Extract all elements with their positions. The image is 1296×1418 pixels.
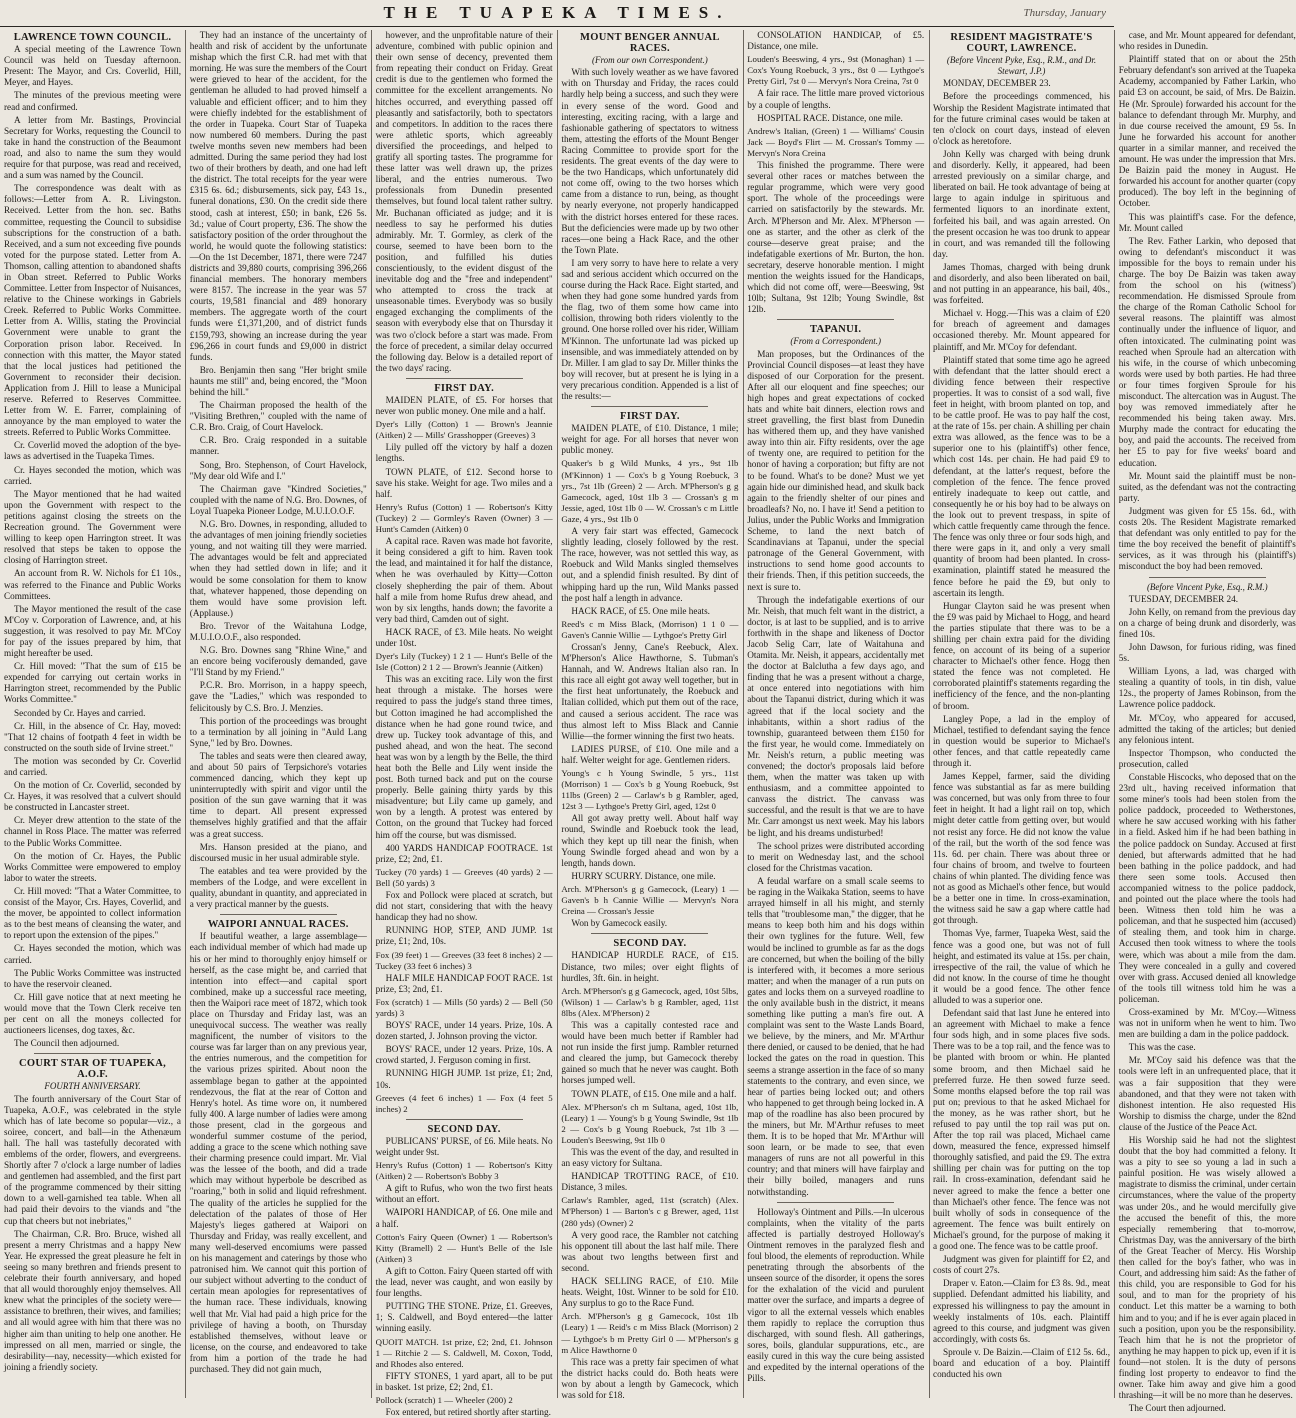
- article-paragraph: Man proposes, but the Ordinances of the Provincial Council disposes—at least they have disposed of our Corporation for the present. After all our eloquent and fine speeches; our high hopes and great expectations of cocked hats and white bait dinners, election rows and street gravelling, the first blast from Dunedin has withered them up, and they have vanished away into thin air. Fifty residents, over the age of twenty one, are required to petition for the honor of having a corporation; but fifty are not to be found. What's to be done? Must we yet again hide our diminished head, and skulk back again to the friendly shelter of our pines and broadleafs? No, no. I have it! Send a petition to Julius, under the Public Works and Immigration Scheme, to land the next batch of Scandinavians at Tapanui, under the special patronage of the General Government, with instructions to send home good accounts to their friends. Then, if this petition succeeds, the next is sure to.: [747, 348, 925, 592]
- article-paragraph: P.C.R. Bro. Morrison, in a happy speech, gave the "Ladies," which was responded to felicitously by C.S. Bro. J. Menzies.: [189, 680, 367, 713]
- race-result-entry: Arch. M'Pherson's g g Gamecock, aged, 10st 5lbs, (Wilson) 1 — Carlaw's b g Rambler, aged, 11st 8lbs (Alex. M'Pherson) 2: [561, 985, 739, 1018]
- section-separator: [406, 378, 523, 379]
- column-rule: [1114, 30, 1115, 1398]
- race-result-entry: Fox (39 feet) 1 — Greeves (33 feet 8 inches) 2 — Tuckey (33 feet 6 inches) 3: [375, 949, 553, 971]
- article-heading: SECOND DAY.: [613, 938, 687, 950]
- column-rule: [743, 30, 744, 1398]
- column: [190, 30, 367, 1398]
- article-paragraph: Langley Pope, a lad in the employ of Michael, testified to defendant saying the fence in question would be superior to Michael's other fences, and that cattle repeatedly came through it.: [933, 713, 1110, 768]
- column-rule: [371, 30, 372, 1398]
- race-result-entry: Henry's Rufus (Cotton) 1 — Robertson's Kitty (Tuckey) 2 — Gormley's Raven (Owner) 3 — Hunt's Camden (Aitken) 0: [375, 501, 553, 535]
- race-result-entry: Greeves (4 feet 6 inches) 1 — Fox (4 feet 5 inches) 2: [375, 1092, 553, 1114]
- article-paragraph: The Chairman gave "Kindred Societies," coupled with the name of N.G. Bro. Downes, of Loyal Tuapeka Pioneer Lodge, M.U.I.O.O.F.: [189, 483, 367, 516]
- article-paragraph: If beautiful weather, a large assemblage—each individual member of which had made up his or her mind to thoroughly enjoy himself or herself, as the case might be, and carried that intention into effect—and capital sport combined, make up a successful race meeting, then the Waipori race meet of 1872, which took place on Thursday and Friday last, was an unequivocal success. The weather was really magnificent, the number of visitors to the course was far larger than on any previous year, the entries numerous, and the competition for the various prizes spirited. About noon the assemblage began to gather at the appointed rendezvous, the flat at the rear of Cotton and Henry's hotel. As time wore on, it numbered fully 400. A large number of ladies were among those present, clad in the gorgeous and wonderful summer costume of the period, adding a grace to the scene which nothing save their charming presence could impart. Mr. Vial was the lessee of the booth, and did a trade which may without hyperbole be described as "roaring," both in solid and liquid refreshment. The quality of the articles he supplied for the delectation of the palates of those of Her Majesty's lieges gathered at Waipori on Thursday and Friday, was really excellent, and many well-deserved encomiums were passed on his management and caterings by those who patronised him. We cannot quit this portion of our subject without adverting to the conduct of certain mean apologies for representatives of the human race. These individuals, knowing well that Mr. Vial had paid a high price for the privilege of having a booth, on Thursday established themselves, without leave or license, on the course, and endeavored to take from him a portion of the trade he had purchased. They did not gain much,: [189, 931, 367, 1374]
- article-paragraph: Crossan's Jenny, Cane's Reebuck, Alex. M'Pherson's Alice Hawthorne, S. Tubman's Hannah, and W. Andrews Italian also ran. In this race all eight got away well together, but in the first heat unfortunately, the Roebuck and Italian collided, which put them out of the race, and caused a serious accident. The race was thus almost left to Miss Black and Cannie Willie—the former winning the first two heats.: [561, 641, 739, 741]
- article-paragraph: Cr. Hayes seconded the motion, which was carried.: [4, 943, 181, 965]
- article-paragraph: All got away pretty well. About half way round, Swindle and Roebuck took the lead, which they kept up till near the finish, when Young Swindle forged ahead and won by a length, hands down.: [561, 813, 739, 868]
- column-rule: [557, 30, 558, 1398]
- article-paragraph: TUESDAY, DECEMBER 24.: [1128, 593, 1239, 604]
- article-paragraph: The minutes of the previous meeting were read and confirmed.: [4, 90, 181, 112]
- article-subheading: (Before Vincent Pyke, Esq., R.M.): [1146, 581, 1268, 592]
- article-paragraph: Cross-examined by Mr. M'Coy.—Witness was not in uniform when he went to him. Two men are building a dam in the police paddock.: [1118, 1006, 1296, 1040]
- article-paragraph: Mrs. Hanson presided at the piano, and discoursed music in her usual admirable style.: [189, 841, 367, 863]
- race-result-entry: Arch. M'Pherson's g g Gamecock, (Leary) 1 — Gaven's b h Cannie Willie — Mervyn's Nora Creina — Crossan's Jessie: [561, 883, 739, 917]
- article-heading: RESIDENT MAGISTRATE'S COURT, LAWRENCE.: [950, 32, 1093, 55]
- article-paragraph: A gift to Cotton. Fairy Queen started off with the lead, never was caught, and won easily by four lengths.: [375, 1265, 553, 1299]
- article-paragraph: The Chairman, C.R. Bro. Bruce, wished all present a merry Christmas and a happy New Year. He expressed the great pleasure he felt in seeing so many brethren and friends present to celebrate their fourth anniversary, and hoped that all would thoroughly enjoy themselves. All knew what the principles of the society were—assistance to brethren, their wives, and families; and all would agree with him that there was no higher aim than uniting to help one another. He impressed on all men, married or single, the desirability—nay, necessity—which existed for joining a friendly society.: [4, 1228, 181, 1372]
- issue-date: Thursday, January: [1023, 7, 1106, 19]
- article-paragraph: MAIDEN PLATE, of £10. Distance, 1 mile; weight for age. For all horses that never won public money.: [561, 423, 739, 456]
- race-result-entry: Andrew's Italian, (Green) 1 — Williams' Cousin Jack — Boyd's Flirt — M. Crossan's Tommy — Mervyn's Nora Creina: [747, 125, 925, 158]
- article-paragraph: Song, Bro. Stephenson, of Court Havelock, "My dear old Wife and I.": [189, 459, 367, 481]
- article-heading: LAWRENCE TOWN COUNCIL.: [13, 32, 172, 43]
- article-paragraph: A letter from Mr. Bastings, Provincial Secretary for Works, requesting the Council to take in hand the construction of the Beaumont road, and also to name the sum they would require for that purpose, was read and received, and a sum was named by the Council.: [4, 114, 181, 181]
- section-separator: [34, 1053, 151, 1054]
- article-paragraph: Bro. Trevor of the Waitahuna Lodge, M.U.I.O.O.F., also responded.: [189, 620, 367, 642]
- article-paragraph: Mr. M'Coy, who appeared for accused, admitted the taking of the articles; but denied any felonious intent.: [1118, 712, 1296, 745]
- race-result-entry: Fox (scratch) 1 — Mills (50 yards) 2 — Bell (50 yards) 3: [375, 996, 553, 1018]
- article-paragraph: This race was a pretty fair specimen of what the district hacks could do. Both heats were won by about a length by Gamecock, which was sold for £18.: [561, 1356, 739, 1400]
- section-separator: [1149, 577, 1266, 578]
- article-paragraph: Cr. Hayes seconded the motion, which was carried.: [4, 464, 181, 486]
- article-paragraph: C.R. Bro. Craig responded in a suitable manner.: [189, 435, 367, 457]
- article-paragraph: Fox and Pollock were placed at scratch, but did not start, considering that with the heavy handicap they had no show.: [375, 890, 553, 923]
- section-separator: [591, 406, 708, 407]
- article-paragraph: however, and the unprofitable nature of their adventure, combined with public opinion and their own sense of decency, prevented them from repeating their conduct on Friday. Great credit is due to the gentlemen who formed the committee for the excellent arrangements. No hitches occurred, and everything passed off pleasantly and satisfactorily, both to spectators and competitors. In addition to the races there were athletic sports, which agreeably diversified the proceedings, and helped to gratify all sporting tastes. The programme for these latter was well drawn up, the prizes liberal, and the entries numerous. Two professionals from Dunedin presented themselves, but found local talent rather sultry. Mr. Buchanan officiated as judge; and it is needless to say he performed his duties admirably. Mr. T. Gormley, as clerk of the course, seemed to have been born to the position, and fulfilled his duties conscientiously, to the evident disgust of the inevitable dog and the "free and independent" who attempted to cross the track at unseasonable times. Everybody was so busily engaged exchanging the compliments of the season with everybody else that on Thursday it was two o'clock before a start was made. From the force of precedent, a similar delay occurred the following day. Below is a detailed report of the two days' racing.: [375, 30, 553, 373]
- article-paragraph: This was a capitally contested race and would have been much better if Rambler had not run inside the first jump. Rambler returned and cleared the jump, but Gamecock thereby gained so much that he never was caught. Both horses jumped well.: [561, 1019, 739, 1086]
- article-paragraph: The fourth anniversary of the Court Star of Tuapeka, A.O.F., was celebrated in the style which has of late become so popular—viz., a soiree, concert, and ball—in the Athenæum hall. The hall was tastefully decorated with emblems of the order, flowers, and evergreens. Shortly after 7 o'clock a large number of ladies and gentlemen had assembled, and the first part of the programme commenced by their sitting down to a well-garnished tea table. When all had paid their devoirs to the viands and "the cup that cheers but not inebriates,": [4, 1093, 181, 1226]
- race-result-entry: Henry's Rufus (Cotton) 1 — Robertson's Kitty (Aitken) 2 — Robertson's Bobby 3: [375, 1160, 553, 1182]
- article-heading: FIRST DAY.: [619, 411, 680, 423]
- article-paragraph: This was an exciting race. Lily won the first heat through a mistake. The horses were required to pass the judge's stand three times, but Cotton imagined he had accomplished the distance when he had gone round twice, and drew up. Tuckey took advantage of this, and pushed ahead, and won the heat. The second heat was won by a length by the Belle, the third heat both the Belle and Lily went inside the post. Both turned back and put on the course properly. Belle gaining thirty yards by this misadventure; but Lily came up gamely, and won by a length. A protest was entered by Cotton, on the ground that Tuckey had forced him off the course, but was dismissed.: [375, 674, 553, 840]
- race-result-entry: Tuckey (70 yards) 1 — Greeves (40 yards) 2 — Bell (50 yards) 3: [375, 866, 553, 888]
- column: [4, 30, 181, 1398]
- article-paragraph: HANDICAP HURDLE RACE, of £15. Distance, two miles; over eight flights of hurdles, 3ft. 6in. in height.: [561, 950, 739, 983]
- article-paragraph: A very good race, the Rambler not catching his opponent till about the last half mile. There was about two lengths between first and second.: [561, 1229, 739, 1273]
- article-paragraph: Defendant said that last June he entered into an agreement with Michael to make a fence four sods high, and in some places five sods. There was to be a top rail, and the fence was to be planted with broom or whin. He planted some broom, and then Michael said he preferred furze. He then sowed furze seed. Some months elapsed before the top rail was put on; previous to that he asked Michael for the money, as he was rather short, but he refused to pay until the top rail was put on. After the top rail was placed, Michael came down, measured the fence, expressed himself thoroughly satisfied, and paid the £9. The extra shilling per chain was for putting on the top rail. In cross-examination, defendant said he never agreed to make the fence a better one than Michael's other fence. The fence was not built wholly of sods in consequence of the agreement. The fence was built entirely on Michael's ground, for the purpose of making it a good one. The fence was to be cattle proof.: [933, 1008, 1110, 1252]
- article-paragraph: The motion was seconded by Cr. Coverlid and carried.: [4, 755, 181, 777]
- article-paragraph: The tables and seats were then cleared away, and about 50 pairs of Terpsichore's votaries commenced dancing, which they kept up uninterruptedly with spirit and vigor until the position of the sun gave warning that it was time to depart. All present expressed themselves highly gratified and that the affair was a great success.: [189, 750, 367, 839]
- article-paragraph: RUNNING HOP, STEP, AND JUMP. 1st prize, £1; 2nd, 10s.: [375, 925, 553, 947]
- article-paragraph: The Mayor mentioned that he had waited upon the Government with respect to the petitions against closing the streets on the Recreation ground. The Government were willing to keep open Harrington street. It was resolved that steps be taken to oppose the closing of Harrington street.: [4, 488, 181, 566]
- article-paragraph: WAIPORI HANDICAP, of £6. One mile and a half.: [375, 1207, 553, 1229]
- article-paragraph: BOYS' RACE, under 14 years. Prize, 10s. A dozen started, J. Johnson proving the victor.: [375, 1020, 553, 1042]
- article-paragraph: Through the indefatigable exertions of our Mr. Neish, that much felt want in the district, a doctor, is at last to be supplied, and is to arrive forthwith in the shape and likeness of Doctor Jacob Selig Carr, late of Waitahuna and Otamita. Mr. Neish, it appears, accidentally met the doctor at Balclutha a few days ago, and finding that he was a present without a charge, at once entered into negotiations with him about the Tapanui district, during which it was agreed that if the local society and the inhabitants, within a short radius of the township, guaranteed between them £150 for the first year, he would come. Immediately on Mr. Neish's return, a public meeting was convened; the doctor's proposals laid before them, when the matter was taken up with enthusiasm, and a committee appointed to canvass the district. The canvass was successful, and the result is that we are to have Mr. Carr amongst us next week. May his labors be light, and his dreams undisturbed!: [747, 594, 925, 838]
- article-paragraph: His Worship said he had not the slightest doubt that the boy had committed a felony. It was a pity to see so young a lad in such a painful position. He was wisely allowed a magistrate to dismiss the criminal, under certain circumstances, where the value of the property was under 20s., and he would mercifully give the accused the benefit of this, the more especially remembering that to-morrow, Christmas Day, was the anniversary of the birth of the Great Teacher of Mercy. His Worship then called for the boy's father, who was in Court, and addressing him said: As the father of this child, you are responsible to God for his soul, and to man for the propriety of his conduct. Let this matter be a warning to both him and to you; and if he is ever again placed in such a position, upon you be the responsibility. Teach him that he is not the proprietor of anything he may happen to pick up, even if it is found—not stolen. It is the duty of persons finding lost property to endeavor to find the owner. Take him away and give him a good thrashing—it will be no more than he deserves.: [1118, 1135, 1296, 1401]
- article-paragraph: Cr. Hill gave notice that at next meeting he would move that the Town Clerk receive ten per cent on all the moneys collected for auctioneers licenses, dog taxes, &c.: [4, 991, 181, 1036]
- article-paragraph: Before the proceedings commenced, his Worship the Resident Magistrate intimated that for the future criminal cases would be taken at ten o'clock on court days, instead of eleven o'clock as heretofore.: [933, 91, 1110, 146]
- article-paragraph: The Mayor mentioned the result of the case M'Coy v. Corporation of Lawrence, and, at his suggestion, it was resolved to pay Mr. M'Coy for pay of the issues prepared by him, that might hereafter be used.: [4, 603, 181, 659]
- article-heading: FIRST DAY.: [434, 382, 494, 394]
- columns-area: [4, 30, 1296, 1418]
- article-paragraph: TOWN PLATE, of £12. Second horse to save his stake. Weight for age. Two miles and a half.: [375, 466, 553, 499]
- article-paragraph: MONDAY, DECEMBER 23.: [943, 78, 1051, 89]
- article-paragraph: The Council then adjourned.: [14, 1038, 120, 1049]
- article-heading: COURT STAR OF TUAPEKA, A.O.F.: [18, 1058, 167, 1081]
- article-paragraph: CONSOLATION HANDICAP, of £5. Distance, one mile.: [747, 30, 925, 52]
- article-paragraph: Cr. Coverlid moved the adoption of the bye-laws as advertised in the Tuapeka Times.: [4, 440, 181, 462]
- article-paragraph: Cr. Hill moved: "That the sum of £15 be expended for carrying out certain works in Harrington street, recommended by the Public Works Committee.": [4, 661, 181, 705]
- article-paragraph: A feudal warfare on a small scale seems to be raging in the Waikaka Station, seems to have arrayed himself in all his might, and sternly tells that "troublesome man," the digger, that he means to keep both him and his dogs within their own tyglines for the future. Well, few would be inclined to grumble as far as the dogs are concerned, but when the boiling of the billy is interfered with, it becomes a more serious matter; and when the manager of a run puts on gates and locks them on a surveyed roadline to the only available bush in the district, it means something like putting a man's fire out. A complaint was sent to the Waste Lands Board, we believe, by the miners, and Mr. M'Arthur there denied, or caused to be denied, that he had locked the gates on the road in question. This seems a strange assertion in the face of so many statements to the contrary, and even since, we hear of parties being locked out; and others who happened to get through being locked in. A map of the roadline has also been procured by the miners, but Mr. M'Arthur refuses to meet them. It is to be hoped that Mr. M'Arthur will soon learn, or be made to see, that even managers of runs are not all powerful in this country; and that miners will have fairplay and their billy boiled, managers and runs notwithstanding.: [747, 875, 925, 1197]
- article-paragraph: HALF MILE HANDICAP FOOT RACE. 1st prize, £3; 2nd, £1.: [375, 972, 553, 994]
- article-paragraph: Mr. Mount said the plaintiff must be non-suited, as the defendant was not the contracting party.: [1118, 470, 1296, 503]
- article-paragraph: 400 YARDS HANDICAP FOOTRACE. 1st prize, £2; 2nd, £1.: [375, 842, 553, 864]
- race-result-entry: Carlaw's Rambler, aged, 11st (scratch) (Alex. M'Pherson) 1 — Barton's c g Brewer, aged, 11st (280 yds) (Owner) 2: [561, 1195, 739, 1228]
- article-paragraph: The Court then adjourned.: [1128, 1403, 1226, 1414]
- race-result-entry: Quaker's b g Wild Munks, 4 yrs., 9st 1lb (M'Kinnon) 1 — Cox's b g Young Roebuck, 3 yrs., 7st 1lb (Green) 2 — Arch. M'Pherson's g g Gamecock, aged, 10st 1lb 3 — Crossan's g m Jessie, aged, 10st 1lb 0 — W. Crossan's c m Little Gaze, 4 yrs., 9st 1lb 0: [561, 458, 739, 524]
- article-paragraph: This portion of the proceedings was brought to a termination by all joining in "Auld Lang Syne," led by Bro. Downes.: [189, 715, 367, 748]
- column: [933, 30, 1110, 1398]
- section-separator: [777, 1202, 894, 1203]
- article-paragraph: Cr. Hill moved: "That a Water Committee, to consist of the Mayor, Crs. Hayes, Coverlid, and the mover, be appointed to collect information as to the best means of cleansing the water, and to report upon the extension of the pipes.": [4, 885, 181, 941]
- article-heading: SECOND DAY.: [427, 1123, 501, 1135]
- article-paragraph: Thomas Vye, farmer, Tuapeka West, said the fence was a good one, but was not of full height, and estimated its value at 15s. per chain, irrespective of the rail, the value of which he did not know. In the course of time he thought it would be a good fence. The other fence alluded to was a superior one.: [933, 928, 1110, 1005]
- article-paragraph: Sproule v. De Baizin.—Claim of £12 5s. 6d., board and education of a boy. Plaintiff conducted his own: [933, 1346, 1110, 1380]
- article-paragraph: This finished the programme. There were several other races or matches between the regular programme, which were very good sport. The whole of the proceedings were carried on satisfactorily by the stewards. Mr. Arch. M'Pherson and Mr. Alex. M'Pherson —one as starter, and the other as clerk of the course—deserve great praise; and the indefatigable exertions of Mr. Burton, the hon. secretary, deserve honorable mention. I might mention the weights issued for the Handicaps, which did not come off, were—Beeswing, 9st 10lb; Sultana, 9st 12lb; Young Swindle, 8st 12lb.: [747, 160, 925, 315]
- article-paragraph: Judgment was given for plaintiff for £2, and costs of court 27s.: [933, 1254, 1110, 1276]
- article-paragraph: HANDICAP TROTTING RACE, of £10. Distance, 3 miles.: [561, 1171, 739, 1193]
- article-paragraph: John Dawson, for furious riding, was fined 5s.: [1118, 641, 1296, 664]
- section-separator: [406, 1119, 523, 1120]
- column: [561, 30, 738, 1398]
- article-heading: WAIPORI ANNUAL RACES.: [207, 919, 349, 931]
- article-paragraph: I am very sorry to have here to relate a very sad and serious accident which occurred on the course during the Hack Race. Eight started, and when they had gone some hundred yards from the flag, two of them some how came into collision, throwing both riders violently to the ground. One horse rolled over his rider, William M'Kinnon. The unfortunate lad was picked up insensible, and was immediately attended on by Dr. Miller. I am glad to say Dr. Miller thinks the boy will recover, but at present he is lying in a very precarious condition. Appended is a list of the results:—: [561, 257, 739, 401]
- article-paragraph: HURRY SCURRY. Distance, one mile.: [571, 870, 716, 881]
- article-paragraph: The Public Works Committee was instructed to have the reservoir cleaned.: [4, 967, 181, 989]
- article-heading: TAPANUI.: [810, 324, 862, 336]
- section-separator: [777, 319, 894, 320]
- article-paragraph: A gift to Rufus, who won the two first heats without an effort.: [375, 1183, 553, 1205]
- column-rule: [929, 30, 930, 1398]
- article-paragraph: Constable Hiscocks, who deposed that on the 23rd ult., having received information that some miner's tools had been stolen from the police paddock, proceeded to Wetherstones, where he saw accused working with his father in a field. Asked him if he had been bathing in the police paddock on Sunday. Accused at first denied, but afterwards admitted that he had been bathing in the police paddock, and had there seen some tools. Accused then accompanied witness to the police paddock, and pointed out the place where the tools had been. Witness then told him he was a policeman, and that he suspected him (accused) of stealing them, and took him in charge. Accused then took witness to where the tools were, which was about a mile from the dam. They were concealed in a gully and covered over with grass. Accused denied all knowledge of the tools till witness told him he was a policeman.: [1118, 772, 1296, 1004]
- article-paragraph: An account from R. W. Nichols for £1 10s., was referred to the Finance and Public Works Committees.: [4, 568, 181, 601]
- article-paragraph: The Chairman proposed the health of the "Visiting Brethren," coupled with the name of C.R. Bro. Craig, of Court Havelock.: [189, 400, 367, 433]
- race-result-entry: Young's c h Young Swindle, 5 yrs., 11st (Morrison) 1 — Cox's b g Young Roebuck, 9st 11lbs (Green) 2 — Carlaw's b g Rambler, aged, 12st 3 — Lythgoe's Pretty Girl, aged, 12st 0: [561, 768, 739, 812]
- article-paragraph: A very fair start was effected, Gamecock slightly leading, closely followed by the rest. The race, however, was not settled this way, as Roebuck and Wild Manks singled themselves out, and a splendid finish resulted. By dint of whipping hard up the run, Wild Manks passed the post half a length in advance.: [561, 526, 739, 603]
- article-paragraph: A special meeting of the Lawrence Town Council was held on Tuesday afternoon. Present: The Mayor, and Crs. Coverlid, Hill, Meyer, and Hayes.: [4, 44, 181, 88]
- column: [1118, 30, 1296, 1414]
- article-paragraph: TOWN PLATE, of £15. One mile and a half.: [571, 1088, 737, 1099]
- article-paragraph: case, and Mr. Mount appeared for defendant, who resides in Dunedin.: [1118, 30, 1296, 52]
- article-paragraph: Bro. Benjamin then sang "Her bright smile haunts me still" and, being encored, the "Moon behind the hill.": [189, 364, 367, 397]
- article-paragraph: PUBLICANS' PURSE, of £6. Mile heats. No weight under 9st.: [375, 1135, 553, 1157]
- race-result-entry: Dyer's Lilly (Cotton) 1 — Brown's Jeannie (Aitken) 2 — Mills' Grasshopper (Greeves) 3: [375, 419, 553, 441]
- article-paragraph: Cr. Meyer drew attention to the state of the channel in Ross Place. The matter was referred to the Public Works Committee.: [4, 815, 181, 848]
- article-paragraph: This was the event of the day, and resulted in an easy victory for Sultana.: [561, 1147, 739, 1169]
- article-subheading: (From a Correspondent.): [790, 336, 881, 347]
- article-paragraph: This was the case.: [1128, 1042, 1196, 1053]
- article-subheading: (Before Vincent Pyke, Esq., R.M., and Dr. Stewart, J.P.): [946, 55, 1097, 77]
- article-paragraph: Inspector Thompson, who conducted the prosecution, called: [1118, 747, 1296, 769]
- article-paragraph: Plaintiff stated that some time ago he agreed with defendant that the latter should erect a dividing fence between their respective properties. It was to consist of a sod wall, five feet in height, with broom planted on top, and to be cattle proof. He was to pay half the cost, at the rate of 15s. per chain. A shilling per chain extra was allowed, as the fence was to be a superior one to his (plaintiff's) other fence, which cost 14s. per chain. He had paid £9 to defendant, at the latter's request, before the completion of the fence. The fence proved entirely inadequate to keep out cattle, and consequently he or his boy had to be always on the look out to prevent trespass, in spite of which cattle frequently came through the fence. The fence was only three or four sods high, and there were gaps in it, and only a very small quantity of broom had been planted. In cross-examination, plaintiff stated he measured the fence before he paid the £9, but only to ascertain its length.: [933, 354, 1110, 598]
- article-paragraph: James Thomas, charged with being drunk and disorderly, and also been liberated on bail, and not putting in an appearance, his bail, 40s., was forfeited.: [933, 261, 1110, 306]
- section-separator: [220, 914, 337, 915]
- race-result-entry: Louden's Beeswing, 4 yrs., 9st (Monaghan) 1 — Cox's Young Roebuck, 3 yrs., 8st 0 — Lythgoe's Pretty Girl, 7st 0 — Mervyn's Nora Creina, 7st 0: [747, 54, 925, 87]
- race-result-entry: Cotton's Fairy Queen (Owner) 1 — Robertson's Kitty (Bramell) 2 — Hunt's Belle of the Isle (Aitken) 3: [375, 1231, 553, 1264]
- article-paragraph: Hungar Clayton said he was present when the £9 was paid by Michael to Hogg, and heard the parties stipulate that there was to be a shilling per chain extra paid for the dividing fence, on account of its being of a superior character to Michael's other fence. Hogg then stated the fence was not completed. He corroborated plaintiff's statements regarding the inefficiency of the fence, and the non-planting of broom.: [933, 600, 1110, 711]
- article-paragraph: Seconded by Cr. Hayes and carried.: [14, 707, 146, 718]
- article-paragraph: John Kelly was charged with being drunk and disorderly. Kelly, it appeared, had been arrested previously on a similar charge, and liberated on bail. He took advantage of being at large to again indulge in spirituous and fermented liquors to an inordinate extent, forfeited his bail, and was again arrested. On the present occasion he was too drunk to appear in court, and was remanded till the following day.: [933, 148, 1110, 259]
- article-paragraph: FIFTY STONES, 1 yard apart, all to be put in basket. 1st prize, £2; 2nd, £1.: [375, 1370, 553, 1392]
- article-paragraph: N.G. Bro. Downes, in responding, alluded to the advantages of men joining friendly societies young, and not waiting till they were married. The advantages would be felt and appreciated when they had settled down in life; and it would be some consolation for them to know that, whatever happened, those depending on them would have some provision left. (Applause.): [189, 519, 367, 618]
- article-paragraph: Lily pulled off the victory by half a dozen lengths.: [375, 442, 553, 464]
- article-paragraph: With such lovely weather as we have favored with on Thursday and Friday, the races could hardly help being a success, and such they were in every sense of the word. Good and interesting, exciting racing, with a large and fashionable gathering of spectators to witness them, attesting the efforts of the Mount Benger Racing Committee to provide sport for the residents. The great events of the day were to be the two Handicaps, which unfortunately did not come off, owing to the two horses which came from a distance to run, being, as thought by nearly everyone, not properly handicapped with the district horses entered for these races. But the deficiencies were made up by two other races—one being a Hack Race, and the other the Town Plate.: [561, 67, 739, 255]
- article-paragraph: HACK RACE, of £3. Mile heats. No weight under 10st.: [375, 626, 553, 648]
- article-paragraph: Draper v. Eaton.—Claim for £3 8s. 9d., meat supplied. Defendant admitted his liability, and expressed his willingness to pay the amount in weekly instalments of 10s. each. Plaintiff agreed to this course, and judgment was given accordingly, with costs 6s.: [933, 1278, 1110, 1344]
- article-paragraph: This was plaintiff's case. For the defence, Mr. Mount called: [1118, 211, 1296, 233]
- article-paragraph: Fox entered, but retired shortly after starting.: [385, 1407, 551, 1418]
- race-result-entry: Alex. M'Pherson's ch m Sultana, aged, 10st 1lb, (Leary) 1 — Young's b g Young Swindle, 9st 1lb 2 — Cox's b g Young Roebuck, 7st 1lb 3 — Louden's Beeswing, 9st 1lb 0: [561, 1101, 739, 1145]
- article-paragraph: HOSPITAL RACE. Distance, one mile.: [757, 112, 903, 123]
- race-result-entry: Arch. M'Pherson's g g Gamecock, 10st 1lb (Leary) 1 — Reid's c m Miss Black (Morrison) 2 — Lythgoe's b m Pretty Girl 0 — M'Pherson's g m Alice Hawthorne 0: [561, 1311, 739, 1355]
- article-paragraph: They had an instance of the uncertainty of health and risk of accident by the unfortunate mishap which the first C.R. had met with that morning. He was sure the members of the Court were grieved to hear of the accident, for the gentleman he alluded to had proved himself a valuable and efficient officer; and to him they were chiefly indebted for the establishment of the order in Tuapeka. Court Star of Tuapeka now numbered 60 members. During the past twelve months seven new members had been admitted. During the same period they had lost two of their brothers by death, and one had left the district. The total receipts for the year were £315 6s. 6d.; disbursements, sick pay, £43 1s., funeral donations, £30. On the credit side there stood, cash at interest, £50; in bank, £26 5s. 3d.; value of Court property, £36. The show the satisfactory position of the order throughout the world, he would quote the following statistics:—On the 1st December, 1871, there were 7247 districts and 39,880 courts, comprising 396,266 financial members. The honorary members were 8157. The increase in the year was 57 courts, 19,581 financial and 489 honorary members. The aggregate worth of the court funds were £1,371,200, and of district funds £159,793, showing an increase during the year £96,266 in court funds and £9,000 in district funds.: [189, 30, 367, 362]
- article-paragraph: A capital race. Raven was made hot favorite, it being considered a gift to him. Raven took the lead, and maintained it for half the distance, when he was overhauled by Kitty—Cotton closely shepherding the pair of them. About half a mile from home Rufus drew ahead, and won by six lengths, hands down; the favorite a very bad third, Camden out of sight.: [375, 536, 553, 624]
- article-paragraph: Holloway's Ointment and Pills.—In ulcerous complaints, when the vitality of the parts affected is partially destroyed Holloway's Ointment removes in the paralyzed flesh and foul blood, the elements of reproduction. While penetrating through the absorbents of the unseen source of the disorder, it opens the sores for the exhalation of the vicid and purulent matter over the surface, and imparts a degree of vigor to all the external vessels which enables them rapidly to replace the corruption thus discharged, with sound flesh. All gatherings, sores, boils, glandular suppurations, etc., are easily cured in this way the cure being assisted and expedited by the internal operations of the Pills.: [747, 1206, 925, 1384]
- article-paragraph: The school prizes were distributed according to merit on Wednesday last, and the school closed for the Christmas vacation.: [747, 840, 925, 873]
- race-result-entry: QUOIT MATCH. 1st prize, £2; 2nd, £1. Johnson 1 — Ritchie 2 — S. Caldwell, M. Coxon, Todd, and Rhodes also entered.: [375, 1336, 553, 1369]
- article-paragraph: Michael v. Hogg.—This was a claim of £20 for breach of agreement and damages occasioned thereby. Mr. Mount appeared for plaintiff, and Mr. M'Coy for defendant.: [933, 308, 1110, 352]
- article-paragraph: The eatables and tea were provided by the members of the Lodge, and were excellent in quality, abundant in quantity, and appreciated in a very practical manner by the guests.: [189, 865, 367, 910]
- masthead: [0, 0, 1114, 27]
- article-paragraph: Cr. Hill, in the absence of Cr. Hay, moved: "That 12 chains of footpath 4 feet in width be constructed on the south side of Irvine street.": [4, 720, 181, 753]
- column: [747, 30, 924, 1398]
- article-paragraph: The correspondence was dealt with as follows:—Letter from A. R. Livingston. Received. Letter from the hon. sec. Baths committee, requesting the Council to subsidise subscriptions for the construction of a bath. Received, and a sum not exceeding five pounds voted for the purpose stated. Letter from A. Thomson, calling attention to abandoned shafts in Oban street. Referred to Public Works Committee. Letter from Inspector of Nuisances, relative to the Chinese workings in Gabriels Creek. Referred to Public Works Committee. Letter from A. Willis, stating the Provincial Government were unable to grant the Corporation prison labor. Received. In connection with this matter, the Mayor stated that the local justices had petitioned the Government to reconsider their decision. Application from J. Hill to lease a Municipal reserve. Referred to Reserves Committee. Letter from W. E. Farrer, complaining of annoyance by the man employed to water the streets. Referred to Public Works Committee.: [4, 183, 181, 438]
- article-paragraph: Mr. M'Coy said his defence was that the tools were left in an unfrequented place, that it was a fair supposition that they were abandoned, and that they were not taken with dishonest intention. He also requested His Worship to dismiss the charge, under the 82nd clause of the Justice of the Peace Act.: [1118, 1055, 1296, 1132]
- article-paragraph: MAIDEN PLATE, of £5. For horses that never won public money. One mile and a half.: [375, 395, 553, 417]
- article-paragraph: The Rev. Father Larkin, who deposed that owing to defendant's misconduct it was impossible for the boys to remain under his charge. The boy De Baizin was taken away from the school on his (witness') recommendation. He dismissed Sproule from the charge of the Roman Catholic School for several reasons. The plaintiff was almost continually under the influence of liquor, and often intoxicated. The culminating point was reached when Sproule had an altercation with his wife, in the course of which unbecoming words were used by both parties. He had three or four times forgiven Sproule for his misconduct. The altercation was in August. The boy was removed immediately after he recommended his being taken away. Mrs. Murphy made the contract for educating the boy, and paid the accounts. The received from her £5 to pay for five weeks' board and education.: [1118, 235, 1296, 468]
- column-rule: [185, 30, 186, 1398]
- newspaper-title: THE TUAPEKA TIMES.: [383, 3, 731, 22]
- article-paragraph: Judgment was given for £5 15s. 6d., with costs 20s. The Resident Magistrate remarked that defendant was only entitled to pay for the time the boy received the benefit of plaintiff's services, as it was through his (plaintiff's) misconduct the boy had been removed.: [1118, 505, 1296, 572]
- race-result-entry: Reed's c m Miss Black, (Morrison) 1 1 0 — Gaven's Cannie Willie — Lythgoe's Pretty Girl: [561, 618, 739, 640]
- article-paragraph: HACK SELLING RACE, of £10. Mile heats. Weight, 10st. Winner to be sold for £10. Any surplus to go to the Race Fund.: [561, 1276, 739, 1309]
- article-paragraph: Plaintiff stated that on or about the 25th February defendant's son arrived at the Tuapeka Academy, accompanied by Father Larkin, who paid £3 on account, be said, of Mrs. De Baizin. He (Mr. Sproule) forwarded his account for the balance to defendant through Mr. Murphy, and in due course received the amount, £9 5s. In June he forwarded his account for another quarter in a similar manner, and received the amount. He was under the impression that Mrs. De Baizin paid the money in August. He forwarded his account for another quarter (copy produced). The boy left in the beginning of October.: [1118, 54, 1296, 209]
- article-paragraph: John Kelly, on remand from the previous day on a charge of being drunk and disorderly, was fined 10s.: [1118, 606, 1296, 639]
- article-paragraph: Won by Gamecock easily.: [571, 918, 668, 929]
- section-separator: [591, 933, 708, 934]
- article-paragraph: N.G. Bro. Downes sang "Rhine Wine," and an encore being vociferously demanded, gave "I'll Stand by my Friend.": [189, 645, 367, 678]
- race-result-entry: Pollock (scratch) 1 — Wheeler (200) 2: [375, 1394, 513, 1405]
- article-paragraph: PUTTING THE STONE. Prize, £1. Greeves, 1; S. Caldwell, and Boyd entered—the latter winning easily.: [375, 1301, 553, 1334]
- article-paragraph: On the motion of Cr. Coverlid, seconded by Cr. Hayes, it was resolved that a culvert should be constructed in Lancaster street.: [4, 780, 181, 813]
- article-paragraph: LADIES PURSE, of £10. One mile and a half. Welter weight for age. Gentlemen riders.: [561, 743, 739, 765]
- article-paragraph: HACK RACE, of £5. One mile heats.: [571, 605, 710, 616]
- article-subheading: (From our own Correspondent.): [591, 55, 708, 66]
- article-paragraph: On the motion of Cr. Hayes, the Public Works Committee were empowered to employ labor to water the streets.: [4, 850, 181, 883]
- column: [375, 30, 553, 1418]
- article-paragraph: A fair race. The little mare proved victorious by a couple of lengths.: [747, 88, 925, 110]
- article-heading: MOUNT BENGER ANNUAL RACES.: [580, 32, 720, 55]
- article-subheading: FOURTH ANNIVERSARY.: [44, 1081, 141, 1092]
- article-paragraph: William Lyons, a lad, was charged with stealing a quantity of tools, in tin dish, value 12s., the property of James Robinson, from the Lawrence police paddock.: [1118, 666, 1296, 710]
- article-paragraph: BOYS' RACE, under 12 years. Prize, 10s. A crowd started, J. Ferguson coming in first.: [375, 1044, 553, 1066]
- race-result-entry: Dyer's Lily (Tuckey) 1 2 1 — Hunt's Belle of the Isle (Cotton) 2 1 2 — Brown's Jeannie (Aitken): [375, 651, 553, 673]
- article-paragraph: RUNNING HIGH JUMP. 1st prize, £1; 2nd, 10s.: [375, 1068, 553, 1090]
- article-paragraph: James Keppel, farmer, said the dividing fence was substantial as far as mere building was concerned, but was only from three to four feet in height. It had a light rail on top, which might deter cattle from getting over, but would not resist any force. He did not know the value of the rail, but the worth of the sod fence was 11s. 6d. per chain. There was about three or four chains of broom, and twelve to fourteen chains of whin planted. The dividing fence was not as good as Michael's other fence, but would be a better one in time. In cross-examination, the witness said he saw a gap where cattle had got through.: [933, 771, 1110, 926]
